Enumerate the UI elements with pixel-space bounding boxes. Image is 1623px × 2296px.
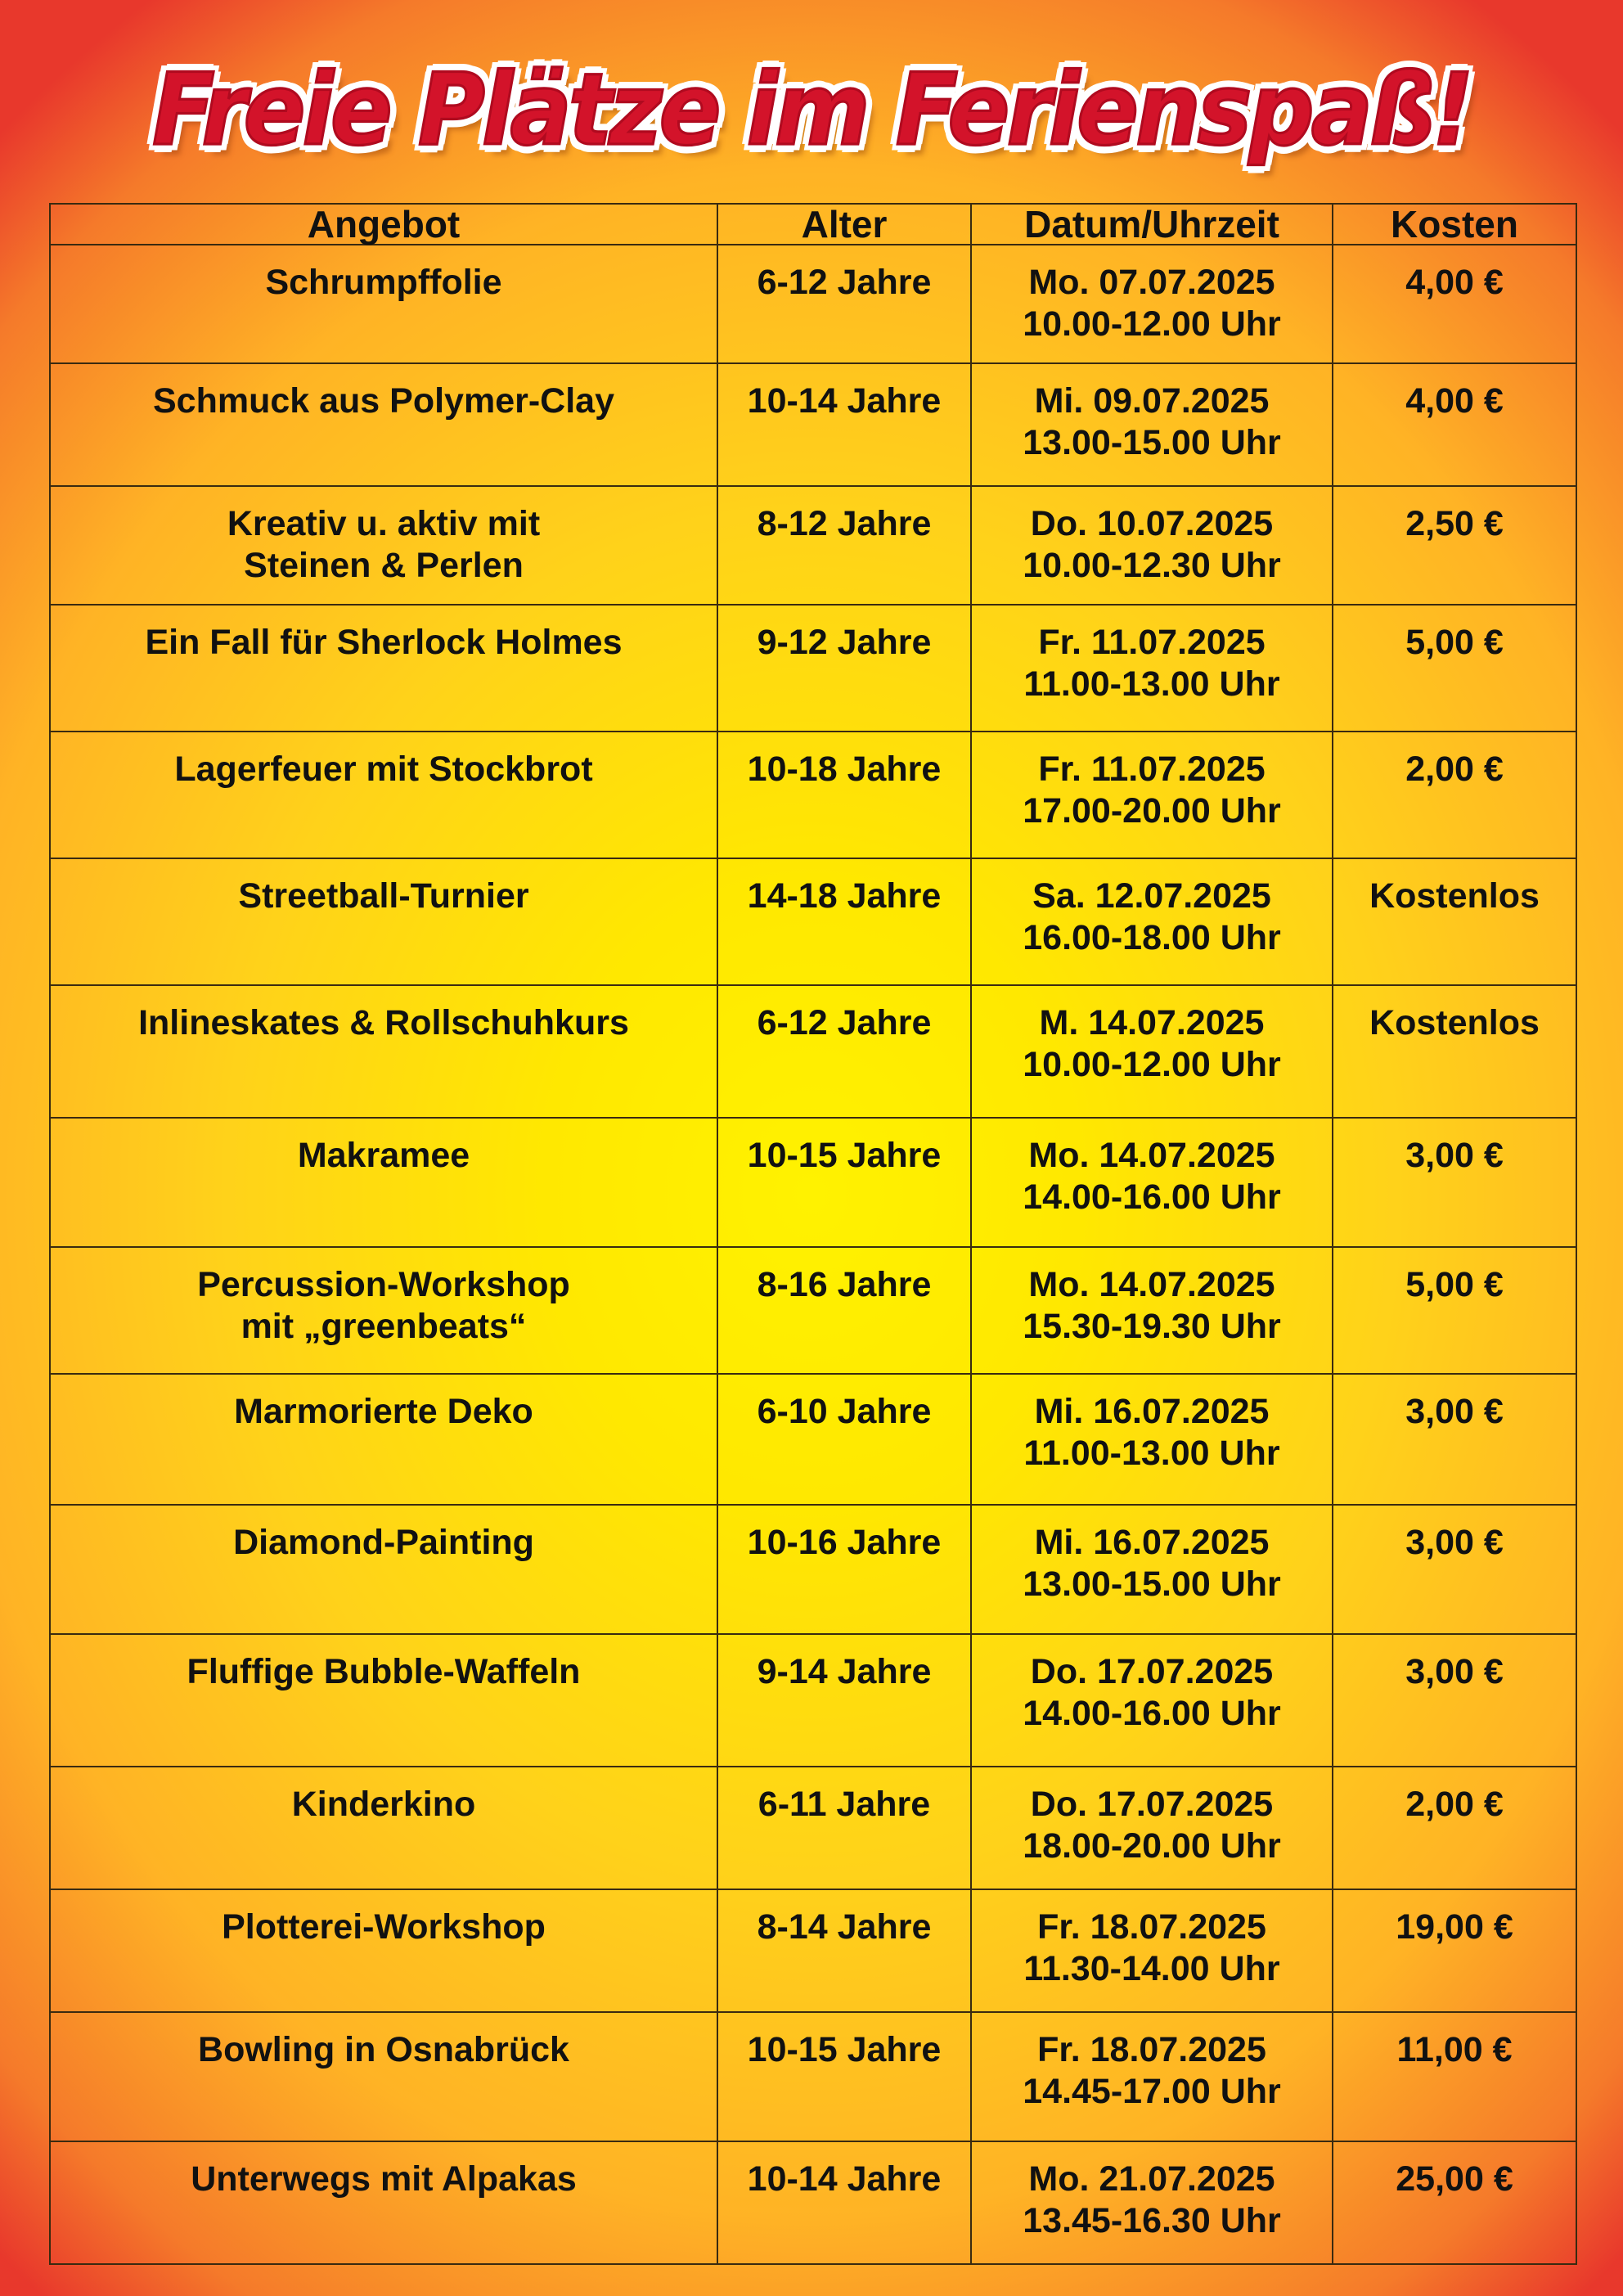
- page-title: Freie Plätze im Ferienspaß!: [152, 52, 1471, 169]
- datum-date: Mo. 07.07.2025: [1028, 263, 1275, 302]
- cell-datum: [971, 363, 1333, 486]
- cell-angebot: [50, 363, 717, 486]
- datum-time: 15.30-19.30 Uhr: [1023, 1307, 1281, 1346]
- cell-alter: 6-12 Jahre: [717, 245, 971, 363]
- cell-kosten: 3,00 €: [1333, 1118, 1576, 1247]
- datum-date: Fr. 18.07.2025: [1037, 1907, 1266, 1947]
- cell-datum: [971, 1118, 1333, 1247]
- cell-datum: [971, 1247, 1333, 1374]
- datum-time: 13.45-16.30 Uhr: [1023, 2201, 1281, 2240]
- cell-datum: [971, 732, 1333, 858]
- cell-kosten: 19,00 €: [1333, 1889, 1576, 2012]
- table-row: [50, 732, 1576, 858]
- cell-kosten: 25,00 €: [1333, 2141, 1576, 2264]
- cell-alter: 10-16 Jahre: [717, 1505, 971, 1634]
- cell-datum: [971, 2012, 1333, 2141]
- datum-time: 10.00-12.00 Uhr: [1023, 1045, 1281, 1084]
- title-banner: [0, 49, 1623, 188]
- angebot-line: Kinderkino: [291, 1785, 476, 1824]
- datum-time: 14.45-17.00 Uhr: [1023, 2072, 1281, 2111]
- cell-datum: [971, 245, 1333, 363]
- cell-datum: [971, 1767, 1333, 1889]
- angebot-line: Inlineskates & Rollschuhkurs: [138, 1003, 629, 1042]
- cell-alter: 10-15 Jahre: [717, 2012, 971, 2141]
- datum-date: Do. 17.07.2025: [1030, 1785, 1274, 1824]
- cell-datum: [971, 985, 1333, 1118]
- datum-date: Mi. 16.07.2025: [1034, 1523, 1270, 1562]
- cell-angebot: [50, 858, 717, 985]
- angebot-line: Marmorierte Deko: [234, 1392, 533, 1431]
- cell-alter: 10-14 Jahre: [717, 363, 971, 486]
- cell-alter: 14-18 Jahre: [717, 858, 971, 985]
- cell-kosten: 3,00 €: [1333, 1374, 1576, 1505]
- angebot-line: Schrumpffolie: [265, 263, 502, 302]
- table-row: [50, 1634, 1576, 1767]
- header-datum: Datum/Uhrzeit: [971, 204, 1333, 245]
- cell-angebot: [50, 1118, 717, 1247]
- datum-time: 11.00-13.00 Uhr: [1023, 1434, 1280, 1473]
- cell-datum: [971, 858, 1333, 985]
- cell-angebot: [50, 605, 717, 732]
- cell-angebot: [50, 2012, 717, 2141]
- cell-angebot: [50, 1505, 717, 1634]
- datum-time: 11.30-14.00 Uhr: [1023, 1949, 1280, 1988]
- datum-time: 13.00-15.00 Uhr: [1023, 1564, 1281, 1604]
- cell-angebot: [50, 1247, 717, 1374]
- table-row: [50, 1118, 1576, 1247]
- table-body: [50, 245, 1576, 2264]
- table-row: [50, 1767, 1576, 1889]
- cell-datum: [971, 605, 1333, 732]
- angebot-line: Kreativ u. aktiv mit: [227, 504, 541, 543]
- datum-time: 17.00-20.00 Uhr: [1023, 791, 1281, 831]
- datum-date: Fr. 11.07.2025: [1038, 623, 1266, 662]
- cell-angebot: [50, 985, 717, 1118]
- header-angebot: Angebot: [50, 204, 717, 245]
- cell-datum: [971, 2141, 1333, 2264]
- datum-date: Mo. 14.07.2025: [1028, 1265, 1275, 1304]
- table-row: [50, 1505, 1576, 1634]
- angebot-line: Unterwegs mit Alpakas: [191, 2159, 577, 2199]
- header-alter: Alter: [717, 204, 971, 245]
- datum-date: Fr. 18.07.2025: [1037, 2030, 1266, 2069]
- angebot-line: Schmuck aus Polymer-Clay: [152, 381, 615, 421]
- cell-alter: 10-14 Jahre: [717, 2141, 971, 2264]
- angebot-line: Lagerfeuer mit Stockbrot: [174, 750, 593, 789]
- cell-angebot: [50, 2141, 717, 2264]
- datum-time: 10.00-12.30 Uhr: [1023, 546, 1281, 585]
- header-kosten: Kosten: [1333, 204, 1576, 245]
- cell-angebot: [50, 1767, 717, 1889]
- cell-kosten: 5,00 €: [1333, 1247, 1576, 1374]
- cell-angebot: [50, 732, 717, 858]
- cell-alter: 8-12 Jahre: [717, 486, 971, 605]
- cell-alter: 8-16 Jahre: [717, 1247, 971, 1374]
- events-table: [49, 203, 1577, 2265]
- datum-date: Do. 17.07.2025: [1030, 1652, 1274, 1691]
- datum-time: 16.00-18.00 Uhr: [1023, 918, 1281, 957]
- datum-time: 18.00-20.00 Uhr: [1023, 1826, 1281, 1866]
- cell-kosten: 2,50 €: [1333, 486, 1576, 605]
- cell-alter: 6-12 Jahre: [717, 985, 971, 1118]
- angebot-line: Diamond-Painting: [233, 1523, 534, 1562]
- cell-kosten: 2,00 €: [1333, 732, 1576, 858]
- table-row: [50, 1889, 1576, 2012]
- datum-date: Mi. 16.07.2025: [1034, 1392, 1270, 1431]
- datum-time: 14.00-16.00 Uhr: [1023, 1694, 1281, 1733]
- angebot-line: Streetball-Turnier: [238, 876, 529, 916]
- cell-kosten: 4,00 €: [1333, 363, 1576, 486]
- table-row: [50, 486, 1576, 605]
- cell-angebot: [50, 1634, 717, 1767]
- cell-alter: 8-14 Jahre: [717, 1889, 971, 2012]
- cell-angebot: [50, 1374, 717, 1505]
- table-header-row: [50, 204, 1576, 245]
- angebot-line: Fluffige Bubble-Waffeln: [187, 1652, 581, 1691]
- angebot-line: Steinen & Perlen: [244, 546, 524, 585]
- cell-kosten: Kostenlos: [1333, 985, 1576, 1118]
- cell-datum: [971, 1505, 1333, 1634]
- angebot-line: Ein Fall für Sherlock Holmes: [145, 623, 623, 662]
- angebot-line: mit „greenbeats“: [241, 1307, 527, 1346]
- cell-angebot: [50, 245, 717, 363]
- cell-alter: 6-10 Jahre: [717, 1374, 971, 1505]
- cell-datum: [971, 486, 1333, 605]
- datum-date: Mi. 09.07.2025: [1034, 381, 1270, 421]
- table-row: [50, 985, 1576, 1118]
- angebot-line: Plotterei-Workshop: [222, 1907, 546, 1947]
- datum-date: M. 14.07.2025: [1039, 1003, 1265, 1042]
- datum-time: 10.00-12.00 Uhr: [1023, 304, 1281, 344]
- table-row: [50, 363, 1576, 486]
- datum-time: 14.00-16.00 Uhr: [1023, 1177, 1281, 1217]
- table-row: [50, 2012, 1576, 2141]
- table-row: [50, 1374, 1576, 1505]
- table-row: [50, 1247, 1576, 1374]
- angebot-line: Makramee: [297, 1136, 470, 1175]
- table-row: [50, 605, 1576, 732]
- cell-kosten: 2,00 €: [1333, 1767, 1576, 1889]
- cell-kosten: 11,00 €: [1333, 2012, 1576, 2141]
- datum-date: Mo. 21.07.2025: [1028, 2159, 1275, 2199]
- cell-alter: 6-11 Jahre: [717, 1767, 971, 1889]
- cell-kosten: 5,00 €: [1333, 605, 1576, 732]
- cell-kosten: 4,00 €: [1333, 245, 1576, 363]
- cell-angebot: [50, 486, 717, 605]
- cell-datum: [971, 1634, 1333, 1767]
- datum-time: 11.00-13.00 Uhr: [1023, 664, 1280, 704]
- datum-date: Fr. 11.07.2025: [1038, 750, 1266, 789]
- cell-datum: [971, 1889, 1333, 2012]
- cell-alter: 10-18 Jahre: [717, 732, 971, 858]
- cell-angebot: [50, 1889, 717, 2012]
- datum-time: 13.00-15.00 Uhr: [1023, 423, 1281, 462]
- angebot-line: Bowling in Osnabrück: [198, 2030, 569, 2069]
- cell-kosten: 3,00 €: [1333, 1634, 1576, 1767]
- datum-date: Sa. 12.07.2025: [1032, 876, 1271, 916]
- cell-alter: 10-15 Jahre: [717, 1118, 971, 1247]
- cell-kosten: 3,00 €: [1333, 1505, 1576, 1634]
- cell-datum: [971, 1374, 1333, 1505]
- cell-alter: 9-14 Jahre: [717, 1634, 971, 1767]
- datum-date: Do. 10.07.2025: [1030, 504, 1274, 543]
- angebot-line: Percussion-Workshop: [197, 1265, 570, 1304]
- table-row: [50, 245, 1576, 363]
- table-row: [50, 2141, 1576, 2264]
- table-row: [50, 858, 1576, 985]
- datum-date: Mo. 14.07.2025: [1028, 1136, 1275, 1175]
- cell-kosten: Kostenlos: [1333, 858, 1576, 985]
- cell-alter: 9-12 Jahre: [717, 605, 971, 732]
